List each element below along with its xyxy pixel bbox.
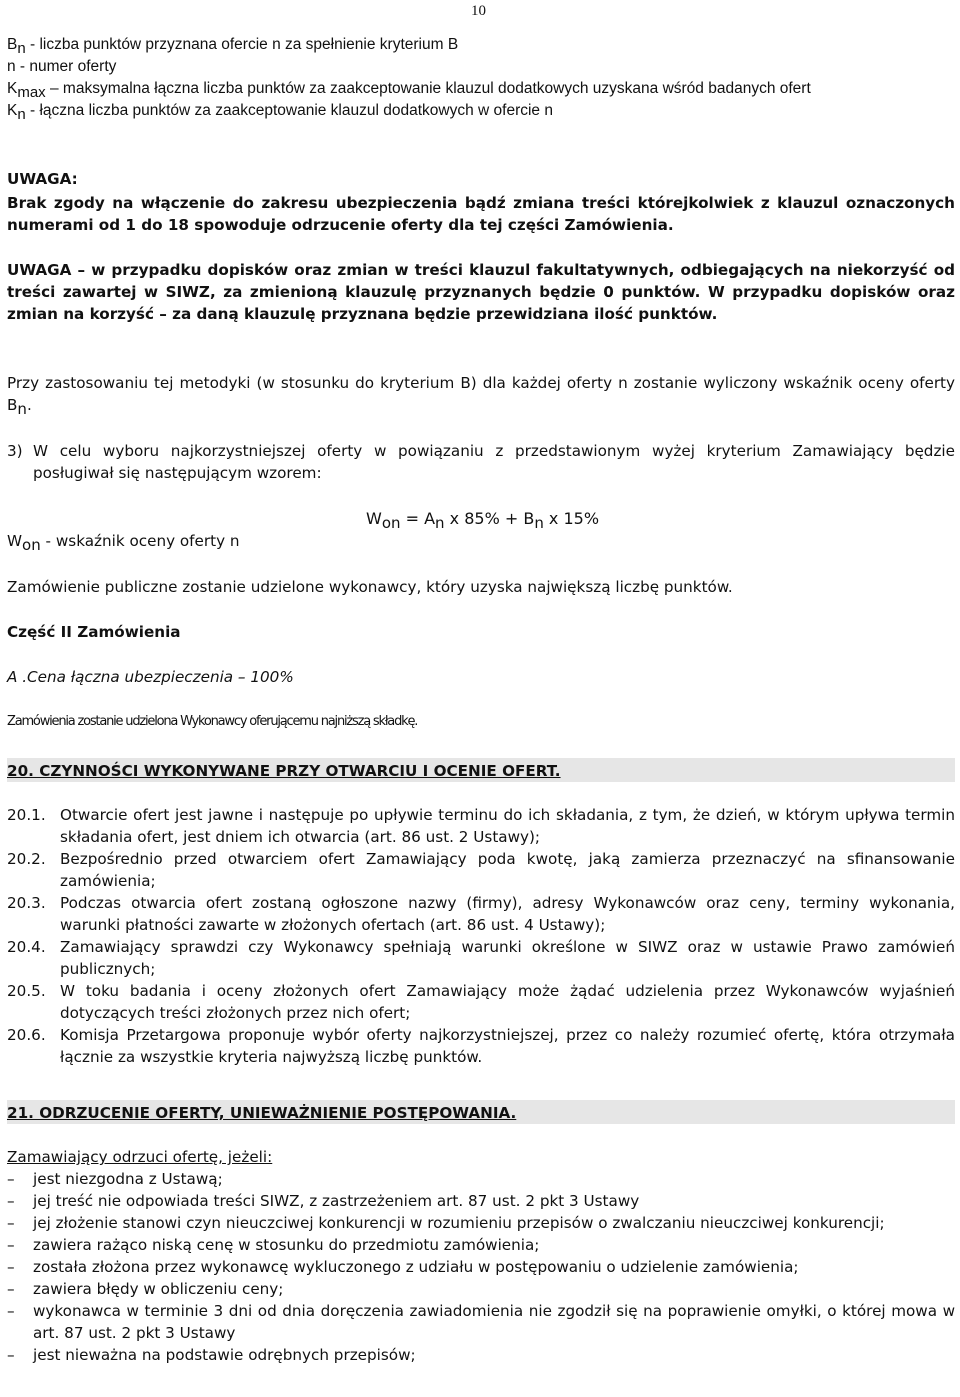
def-n: n - numer oferty	[7, 58, 117, 75]
list-item: – jest niezgodna z Ustawą;	[7, 1170, 223, 1188]
formula: $W_{on} = A_n$ x $85\% + B_n$ x 15%	[366, 509, 600, 532]
list-item: – jest nieważna na podstawie odrębnych przepisów;	[7, 1346, 416, 1364]
list-item: 20.2. Bezpośrednio przed otwarciem ofert Zamawiający poda kwotę, jaką zamierza przeznaczyć na sfinansowanie zamówienia;	[7, 850, 955, 890]
list-item: – została złożona przez wykonawcę wykluczonego z udziału w postępowaniu o udzielenie zamówienia;	[7, 1258, 799, 1276]
won-definition: $W_{on}$ - wskaźnik oceny oferty n	[7, 532, 240, 554]
list-item: – zawiera rażąco niską cenę w stosunku do przedmiotu zamówienia;	[7, 1236, 540, 1254]
list-item: 20.5. W toku badania i oceny złożonych ofert Zamawiający może żądać udzielenia przez Wykonawców wyjaśnień dotyczących treści złożonych przez nich ofert;	[7, 982, 955, 1022]
zamowienia-udzielona: Zamówienia zostanie udzielona Wykonawcy oferującemu najniższą składkę.	[7, 714, 418, 729]
czesc-2-heading: Część II Zamówienia	[7, 623, 181, 641]
section-21	[7, 1100, 955, 1366]
list-item: – zawiera błędy w obliczeniu ceny;	[7, 1280, 284, 1298]
list-item: 20.3. Podczas otwarcia ofert zostaną ogłoszone nazwy (firmy), adresy Wykonawców oraz ceny, terminy wykonania, warunki płatności zawarte w złożonych ofertach (art. 86 ust. 4 Ustawy);	[7, 894, 955, 934]
uwaga-text: Brak zgody na włączenie do zakresu ubezpieczenia bądź zmiana treści którejkolwiek z klauzul oznaczonych numerami od 1 do 18 spowoduje odrzucenie oferty dla tej części Zamówienia.	[7, 194, 955, 234]
list-item: – jej złożenie stanowi czyn nieuczciwej konkurencji w rozumieniu przepisów o zwalczaniu nieuczciwej konkurencji;	[7, 1214, 885, 1232]
uwaga-1	[7, 168, 955, 236]
section-20	[7, 758, 955, 1068]
section-20-list	[7, 804, 955, 1068]
def-kn: $K_n$ - łączna liczba punktów za zaakceptowanie klauzul dodatkowych w ofercie n	[7, 102, 553, 123]
page-number: 10	[471, 3, 486, 19]
section-21-title: 21. ODRZUCENIE OFERTY, UNIEWAŻNIENIE POSTĘPOWANIA.	[7, 1100, 955, 1124]
list-item: 20.1. Otwarcie ofert jest jawne i następuje po upływie terminu do ich składania, z tym, że dzień, w którym upływa termin składania ofert, jest dniem ich otwarcia (art. 86 ust. 2 Ustawy);	[7, 806, 955, 846]
list-item: 20.6. Komisja Przetargowa proponuje wybór oferty najkorzystniejszej, przez co należy rozumieć ofertę, która otrzymała łącznie za wszystkie kryteria najwyższą liczbę punktów.	[7, 1026, 955, 1066]
point-3	[7, 440, 955, 484]
list-item: – jej treść nie odpowiada treści SIWZ, z zastrzeżeniem art. 87 ust. 2 pkt 3 Ustawy	[7, 1192, 640, 1210]
zamowienie-text: Zamówienie publiczne zostanie udzielone wykonawcy, który uzyska największą liczbę punktów.	[7, 578, 733, 596]
cena-line: A .Cena łączna ubezpieczenia – 100%	[7, 668, 294, 686]
point-3-text: 3) W celu wyboru najkorzystniejszej oferty w powiązaniu z przedstawionym wyżej kryterium Zamawiający będzie posługiwał się następującym wzorem:	[7, 442, 955, 482]
definitions	[7, 34, 955, 122]
metodyka	[7, 372, 955, 416]
def-bn: $B_n$ - liczba punktów przyznana ofercie n za spełnienie kryterium B	[7, 36, 459, 57]
list-item: – wykonawca w terminie 3 dni od dnia doręczenia zawiadomienia nie zgodził się na poprawienie omyłki, o której mowa w art. 87 ust. 2 pkt 3 Ustawy	[7, 1302, 955, 1342]
uwaga-2-text: UWAGA – w przypadku dopisków oraz zmian w treści klauzul fakultatywnych, odbiegających na niekorzyść od treści zawartej w SIWZ, za zmienioną klauzulę przyznanych będzie 0 punktów. W przypadku dopisków oraz zmian na korzyść – za daną klauzulę przyznana będzie przewidziana ilość punktów.	[7, 261, 955, 323]
section-21-intro: Zamawiający odrzuci ofertę, jeżeli:	[7, 1148, 273, 1166]
uwaga-2	[7, 259, 955, 325]
metodyka-text: Przy zastosowaniu tej metodyki (w stosunku do kryterium B) dla każdej oferty n zostanie wyliczony wskaźnik oceny oferty $B_n$.	[7, 374, 955, 418]
section-21-list	[7, 1168, 955, 1366]
uwaga-heading: UWAGA:	[7, 170, 78, 188]
section-20-title: 20. CZYNNOŚCI WYKONYWANE PRZY OTWARCIU I OCENIE OFERT.	[7, 758, 955, 782]
def-kmax: $K_{max}$ – maksymalna łączna liczba punktów za zaakceptowanie klauzul dodatkowych uzyskana wśród badanych ofert	[7, 80, 811, 101]
list-item: 20.4. Zamawiający sprawdzi czy Wykonawcy spełniają warunki określone w SIWZ oraz w ustawie Prawo zamówień publicznych;	[7, 938, 955, 978]
